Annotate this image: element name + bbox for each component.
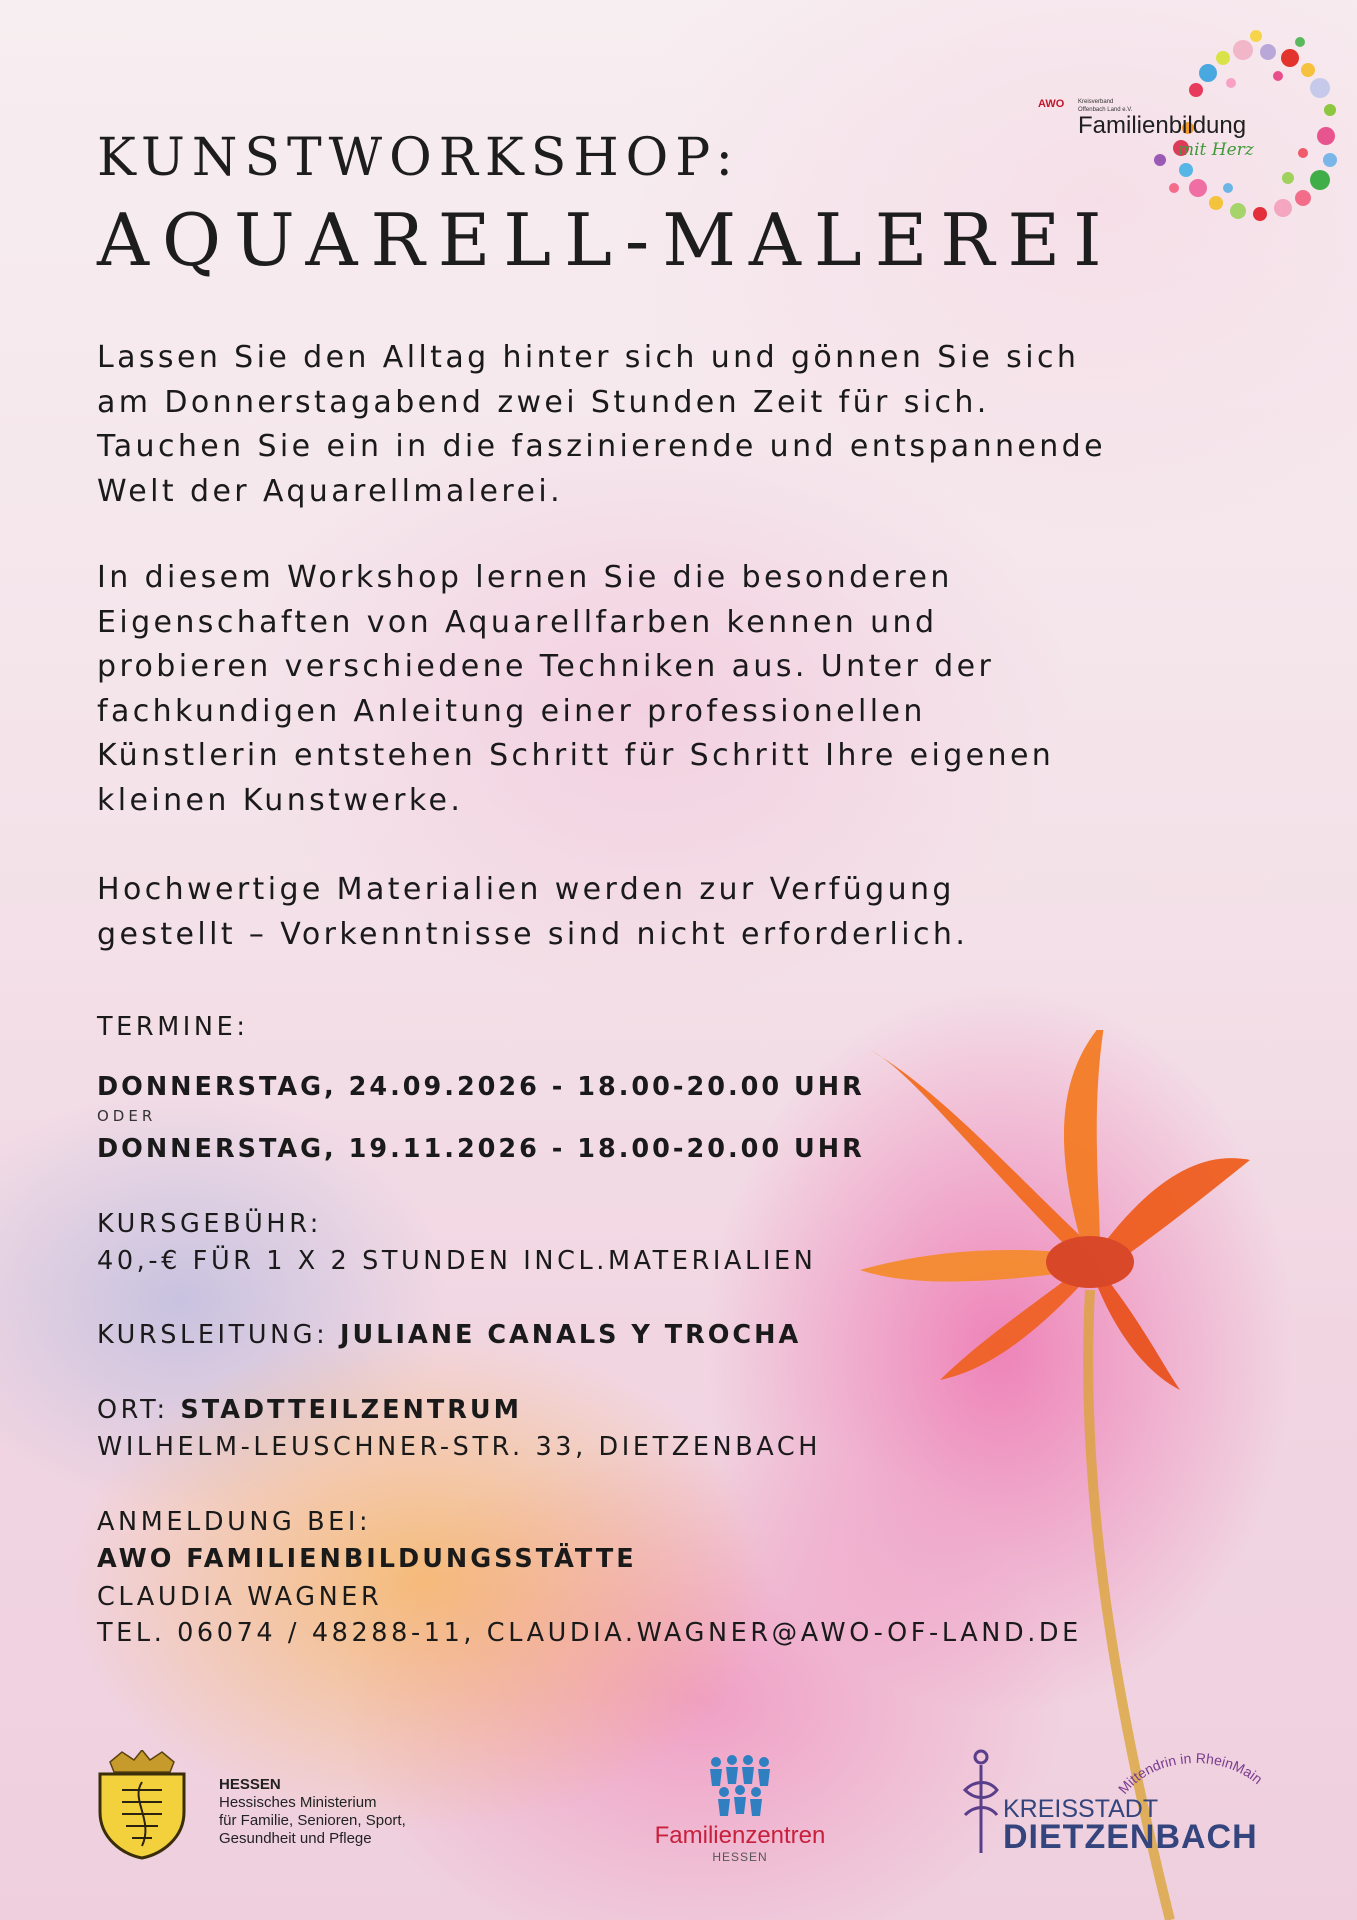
- anmeldung-org-text: AWO FAMILIENBILDUNGSSTÄTTE: [97, 1544, 637, 1574]
- awo-brand-name: Familienbildung: [1078, 112, 1247, 139]
- anmeldung-org: [97, 1544, 637, 1574]
- anmeldung-label: ANMELDUNG BEI:: [97, 1507, 372, 1537]
- workshop-line: fachkundigen Anleitung einer professionellen: [97, 693, 926, 729]
- ort-address: WILHELM-LEUSCHNER-STR. 33, DIETZENBACH: [97, 1432, 822, 1462]
- materials-line: Hochwertige Materialien werden zur Verfügung: [97, 872, 955, 907]
- family-figures-icon: [640, 1752, 840, 1822]
- workshop-line: Künstlerin entstehen Schritt für Schritt Ihre eigenen: [97, 738, 1055, 773]
- workshop-line: probieren verschiedene Techniken aus. Unter der: [97, 649, 995, 684]
- termin-date-2-text: DONNERSTAG, 19.11.2026 - 18.00-20.00 UHR: [97, 1134, 865, 1164]
- kursleitung-label: KURSLEITUNG:: [97, 1320, 329, 1350]
- kursleitung-name: JULIANE CANALS Y TROCHA: [340, 1320, 802, 1350]
- workshop-line: In diesem Workshop lernen Sie die besonderen: [97, 560, 953, 595]
- dietzenbach-city: DIETZENBACH: [1003, 1818, 1258, 1856]
- intro-paragraph: [97, 336, 1297, 514]
- termine-label: TERMINE:: [97, 1012, 249, 1042]
- termine-oder: ODER: [97, 1107, 157, 1125]
- hessen-line: Gesundheit und Pflege: [219, 1830, 372, 1847]
- familienzentren-sub: HESSEN: [712, 1850, 768, 1864]
- termin-date-1-text: DONNERSTAG, 24.09.2026 - 18.00-20.00 UHR: [97, 1072, 865, 1102]
- intro-line: Tauchen Sie ein in die faszinierende und entspannende: [97, 429, 1106, 464]
- dietzenbach-arc-text: Mittendrin in RheinMain: [1114, 1749, 1266, 1797]
- workshop-line: kleinen Kunstwerke.: [97, 782, 464, 818]
- materials-line: gestellt – Vorkenntnisse sind nicht erforderlich.: [97, 916, 969, 952]
- kursleitung: [97, 1320, 801, 1350]
- anmeldung-contact: TEL. 06074 / 48288-11, CLAUDIA.WAGNER@AWO-OF-LAND.DE: [97, 1618, 1082, 1648]
- intro-line: am Donnerstagabend zwei Stunden Zeit für sich.: [97, 384, 990, 420]
- hessen-ministry-logo: [92, 1750, 452, 1860]
- anmeldung-person: CLAUDIA WAGNER: [97, 1582, 383, 1612]
- page-title-line1: KUNSTWORKSHOP:: [97, 128, 740, 188]
- workshop-line: Eigenschaften von Aquarellfarben kennen und: [97, 604, 938, 640]
- hessen-title: HESSEN: [219, 1776, 281, 1793]
- fee-value: 40,-€ FÜR 1 X 2 STUNDEN INCL.MATERIALIEN: [97, 1246, 817, 1276]
- dietzenbach-kreisstadt: KREISSTADT: [1003, 1795, 1159, 1823]
- awo-brand-tagline: mit Herz: [1178, 140, 1254, 160]
- workshop-paragraph: [97, 556, 1297, 823]
- familienzentren-name: Familienzentren: [654, 1822, 826, 1849]
- termin-date-1: [97, 1072, 865, 1102]
- termin-date-2: [97, 1134, 865, 1164]
- awo-small-text: Kreisverband Offenbach Land e.V.: [1078, 99, 1133, 113]
- page-title-line2: AQUARELL-MALEREI: [97, 198, 1115, 282]
- intro-line: Welt der Aquarellmalerei.: [97, 473, 564, 509]
- fee-label: KURSGEBÜHR:: [97, 1209, 322, 1239]
- familienzentren-logo: [640, 1752, 840, 1872]
- ort-label: ORT:: [97, 1395, 169, 1425]
- ort-name: STADTTEILZENTRUM: [180, 1395, 522, 1425]
- awo-heart-logo: AWO: [1038, 98, 1065, 110]
- hessen-coat-of-arms-icon: [92, 1750, 192, 1860]
- dietzenbach-logo: [955, 1735, 1275, 1865]
- hessen-ministry-text: [219, 1776, 406, 1848]
- materials-paragraph: [97, 868, 1297, 957]
- hessen-line: für Familie, Senioren, Sport,: [219, 1812, 406, 1829]
- ort: [97, 1395, 522, 1425]
- intro-line: Lassen Sie den Alltag hinter sich und gönnen Sie sich: [97, 340, 1080, 375]
- hessen-line: Hessisches Ministerium: [219, 1794, 377, 1811]
